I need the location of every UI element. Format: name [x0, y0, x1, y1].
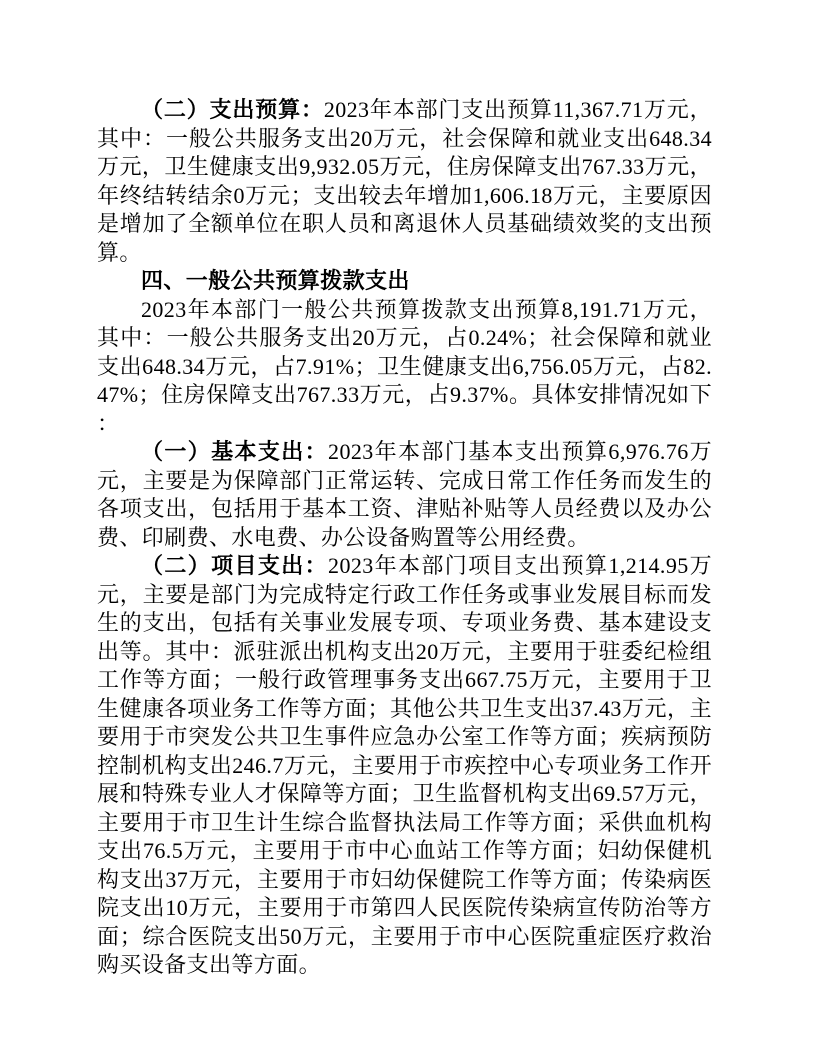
- paragraph-project-expenditure: [97, 552, 712, 980]
- paragraph-project-expenditure-lead: （二）项目支出：: [141, 553, 329, 578]
- paragraph-general-public-budget-overview: [97, 296, 712, 439]
- paragraph-expenditure-budget-text: 2023年本部门支出预算11,367.71万元，其中：一般公共服务支出20万元，社会保障和就业支出648.34万元，卫生健康支出9,932.05万元，住房保障支出767.33万元，年终结转结余0万元；支出较去年增加1,606.18万元，主要原因是增加了全额单位在职人员和离退休人员基础绩效奖的支出预算。: [97, 97, 712, 265]
- document-body: [97, 96, 712, 980]
- paragraph-basic-expenditure-text: 2023年本部门基本支出预算6,976.76万元，主要是为保障部门正常运转、完成日常工作任务而发生的各项支出，包括用于基本工资、津贴补贴等人员经费以及办公费、印刷费、水电费、办公设备购置等公用经费。: [97, 439, 713, 550]
- paragraph-basic-expenditure-lead: （一）基本支出：: [141, 439, 329, 464]
- paragraph-general-public-budget-overview-text: 2023年本部门一般公共预算拨款支出预算8,191.71万元，其中：一般公共服务支出20万元，占0.24%；社会保障和就业支出648.34万元，占7.91%；卫生健康支出6,756.05万元，占82.47%；住房保障支出767.33万元，占9.37%。具体安排情况如下：: [97, 296, 712, 436]
- paragraph-expenditure-budget: [97, 96, 712, 267]
- paragraph-project-expenditure-text: 2023年本部门项目支出预算1,214.95万元，主要是部门为完成特定行政工作任务或事业发展目标而发生的支出，包括有关事业发展专项、专项业务费、基本建设支出等。其中：派驻派出机构支出20万元，主要用于驻委纪检组工作等方面；一般行政管理事务支出667.75万元，主要用于卫生健康各项业务工作等方面；其他公共卫生支出37.43万元，主要用于市突发公共卫生事件应急办公室工作等方面；疾病预防控制机构支出246.7万元，主要用于市疾控中心专项业务工作开展和特殊专业人才保障等方面；卫生监督机构支出69.57万元，主要用于市卫生计生综合监督执法局工作等方面；采供血机构支出76.5万元，主要用于市中心血站工作等方面；妇幼保健机构支出37万元，主要用于市妇幼保健院工作等方面；传染病医院支出10万元，主要用于市第四人民医院传染病宣传防治等方面；综合医院支出50万元，主要用于市中心医院重症医疗救治购买设备支出等方面。: [97, 553, 713, 977]
- paragraph-basic-expenditure: [97, 438, 712, 552]
- section-heading-general-public-budget-expenditure: 四、一般公共预算拨款支出: [141, 268, 410, 293]
- paragraph-expenditure-budget-lead: （二）支出预算：: [141, 97, 324, 122]
